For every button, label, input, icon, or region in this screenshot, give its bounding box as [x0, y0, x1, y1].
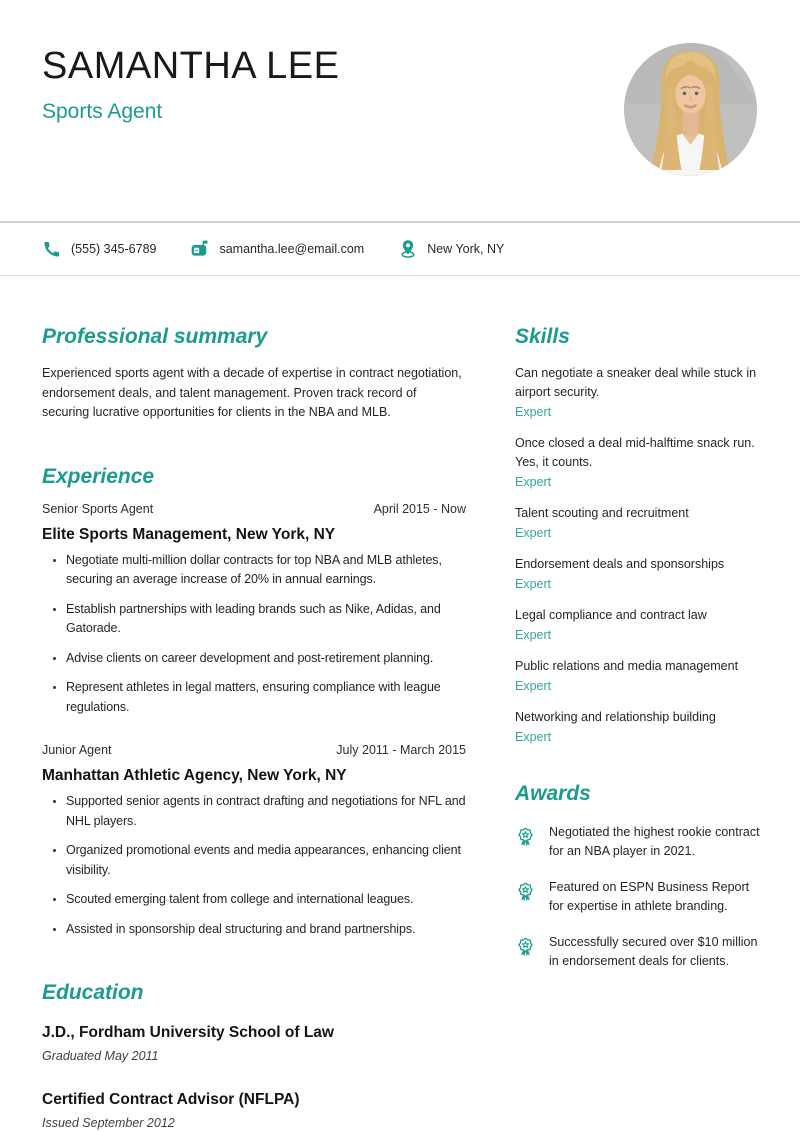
phone-icon	[42, 238, 62, 260]
skill-item	[515, 434, 762, 489]
job-bullet: • Represent athletes in legal matters, ensuring compliance with league regulations.	[66, 678, 466, 717]
education-heading: Education	[42, 981, 144, 1005]
education-degree: Certified Contract Advisor (NFLPA)	[42, 1090, 300, 1108]
skill-name: Public relations and media management	[515, 659, 739, 674]
skill-item	[515, 555, 762, 591]
person-name: SAMANTHA LEE	[42, 45, 340, 87]
education-entry	[42, 1091, 466, 1130]
profile-photo	[624, 43, 757, 176]
award-text: Featured on ESPN Business Report for expertise in athlete branding.	[549, 880, 750, 914]
education-date: Issued September 2012	[42, 1115, 175, 1130]
education-date: Graduated May 2011	[42, 1048, 159, 1063]
skill-level: Expert	[515, 405, 552, 420]
skill-item	[515, 606, 762, 642]
job-bullet: • Assisted in sponsorship deal structuring and brand partnerships.	[66, 920, 466, 940]
job-company: Manhattan Athletic Agency, New York, NY	[42, 767, 347, 785]
job-title: Senior Sports Agent	[42, 501, 154, 516]
experience-heading: Experience	[42, 464, 155, 488]
job-bullet: • Organized promotional events and media appearances, enhancing client visibility.	[66, 841, 466, 880]
job-title: Junior Agent	[42, 743, 112, 758]
contact-location	[398, 238, 504, 260]
experience-job	[42, 502, 466, 718]
award-text: Successfully secured over $10 million in endorsement deals for clients.	[549, 935, 758, 969]
job-bullet-list	[42, 551, 466, 718]
education-entry	[42, 1024, 466, 1063]
skill-name: Legal compliance and contract law	[515, 608, 707, 623]
section-experience	[42, 464, 466, 940]
section-skills	[515, 324, 762, 744]
award-item	[515, 933, 762, 971]
award-item	[515, 823, 762, 861]
section-education	[42, 980, 466, 1129]
contact-phone-text: (555) 345-6789	[71, 242, 157, 256]
skill-item	[515, 657, 762, 693]
skill-name: Once closed a deal mid-halftime snack run. Yes, it counts.	[515, 436, 755, 470]
experience-job	[42, 743, 466, 939]
skill-item	[515, 364, 762, 419]
right-column	[515, 276, 762, 1130]
skill-level: Expert	[515, 526, 552, 541]
skill-level: Expert	[515, 475, 552, 490]
resume-body	[0, 276, 800, 1130]
job-bullet: • Establish partnerships with leading brands such as Nike, Adidas, and Gatorade.	[66, 600, 466, 639]
contact-phone	[42, 238, 156, 260]
job-header	[42, 743, 466, 757]
skill-name: Can negotiate a sneaker deal while stuck in airport security.	[515, 366, 757, 400]
job-company: Elite Sports Management, New York, NY	[42, 525, 336, 543]
award-rosette-icon	[515, 935, 536, 959]
job-dates: July 2011 - March 2015	[336, 743, 466, 758]
job-bullet: • Scouted emerging talent from college and international leagues.	[66, 890, 466, 910]
section-professional-summary	[42, 324, 466, 423]
skill-level: Expert	[515, 679, 552, 694]
award-item	[515, 878, 762, 916]
location-pin-icon	[398, 238, 418, 260]
summary-heading: Professional summary	[42, 325, 268, 348]
section-awards	[515, 781, 762, 971]
skill-level: Expert	[515, 730, 552, 745]
job-bullet: • Supported senior agents in contract drafting and negotiations for NFL and NHL players.	[66, 792, 466, 831]
job-bullet: • Advise clients on career development and post-retirement planning.	[66, 649, 466, 669]
profile-photo-illustration	[624, 43, 757, 176]
job-bullet-list	[42, 792, 466, 939]
skill-name: Endorsement deals and sponsorships	[515, 557, 725, 572]
contact-email	[190, 238, 364, 260]
skill-item	[515, 708, 762, 744]
award-rosette-icon	[515, 880, 536, 904]
left-column	[42, 276, 466, 1130]
skill-name: Networking and relationship building	[515, 710, 716, 725]
skills-heading: Skills	[515, 325, 570, 348]
contact-bar	[0, 221, 800, 276]
mailbox-icon	[190, 238, 210, 260]
job-dates: April 2015 - Now	[373, 501, 466, 516]
header-identity	[42, 43, 339, 124]
education-degree: J.D., Fordham University School of Law	[42, 1023, 334, 1041]
contact-email-text: samantha.lee@email.com	[219, 242, 365, 256]
award-rosette-icon	[515, 825, 536, 849]
person-job-title: Sports Agent	[42, 99, 163, 123]
awards-heading: Awards	[515, 782, 591, 806]
skill-level: Expert	[515, 577, 552, 592]
contact-location-text: New York, NY	[427, 242, 505, 256]
summary-text: Experienced sports agent with a decade of expertise in contract negotiation, endorsement deals, and talent management. Proven track record of securing lucrative opportunities for clients in the NBA and MLB.	[42, 366, 462, 420]
skill-level: Expert	[515, 628, 552, 643]
job-header	[42, 502, 466, 516]
job-bullet: • Negotiate multi-million dollar contracts for top NBA and MLB athletes, securing an average increase of 20% in annual earnings.	[66, 551, 466, 590]
award-text: Negotiated the highest rookie contract for an NBA player in 2021.	[549, 825, 760, 859]
header	[0, 0, 800, 178]
skill-name: Talent scouting and recruitment	[515, 506, 689, 521]
skill-item	[515, 504, 762, 540]
